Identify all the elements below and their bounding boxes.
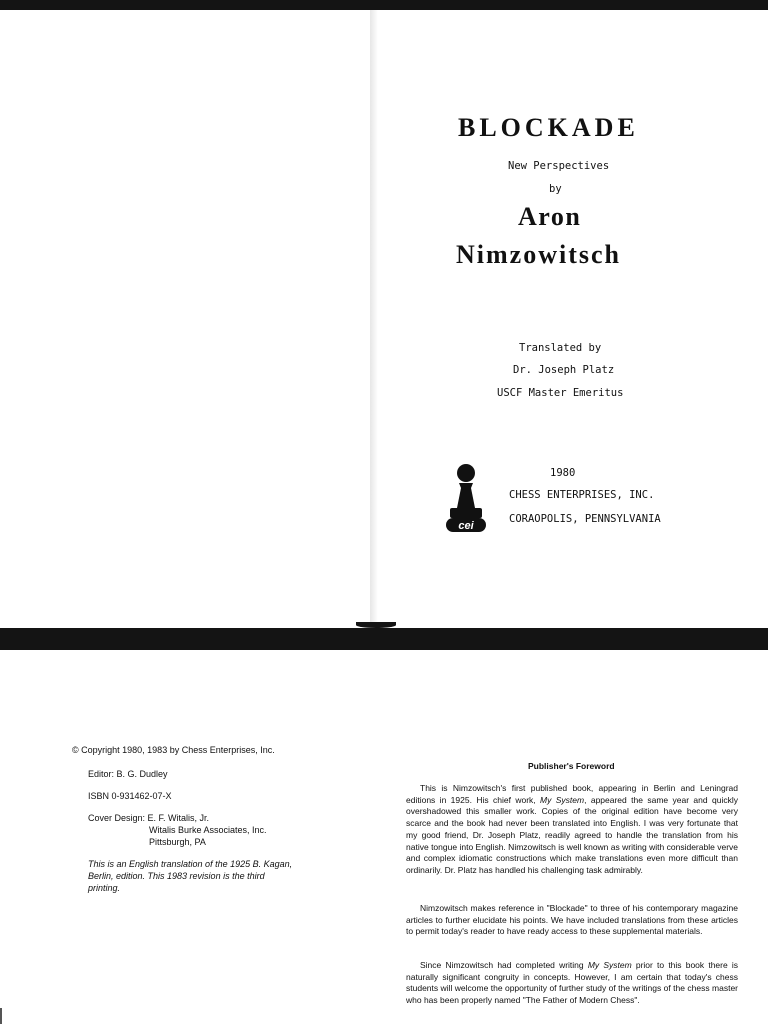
publisher-name: CHESS ENTERPRISES, INC.: [509, 489, 655, 501]
foreword-heading: Publisher's Foreword: [528, 761, 615, 771]
book-title: BLOCKADE: [458, 113, 639, 142]
copyright-notice: © Copyright 1980, 1983 by Chess Enterprises, Inc.: [72, 745, 275, 755]
logo-text: cei: [458, 520, 474, 532]
translated-by-label: Translated by: [519, 342, 602, 354]
foreword-paragraph-2: Nimzowitsch makes reference in "Blockade" to three of his contemporary magazine articles to further elucidate his points. We have included translations from these articles to permit today's reader to have ready access to these supplemental materials.: [406, 903, 738, 937]
cover-design-credit: Cover Design: E. F. Witalis, Jr.: [88, 813, 210, 823]
cover-design-company: Witalis Burke Associates, Inc.: [149, 825, 267, 835]
chess-pawn-logo-icon: [442, 462, 490, 534]
translation-note-line-2: Berlin, edition. This 1983 revision is the third: [88, 871, 265, 881]
translation-note-line-3: printing.: [88, 883, 121, 893]
translation-note-line-1: This is an English translation of the 1925 B. Kagan,: [88, 859, 293, 869]
by-line: by: [549, 183, 562, 195]
page-gutter-shadow: [370, 10, 378, 628]
foreword-paragraph-3: Since Nimzowitsch had completed writing My System prior to this book there is naturally significant congruity in concepts. However, I am certain that today's chess students will welcome the opportunity of further study of the writings of the chess master who has been properly named "The Father of Modern Chess".: [406, 960, 739, 1006]
translator-name: Dr. Joseph Platz: [513, 364, 615, 376]
publisher-location: CORAOPOLIS, PENNSYLVANIA: [509, 513, 661, 525]
scan-edge-mark: [0, 1008, 2, 1024]
scan-top-border: [0, 0, 768, 10]
editor-credit: Editor: B. G. Dudley: [88, 769, 168, 779]
translator-title: USCF Master Emeritus: [497, 387, 624, 399]
author-last-name: Nimzowitsch: [456, 240, 621, 269]
foreword-paragraph-1: This is Nimzowitsch's first published book, appearing in Berlin and Leningrad editions in 1925. His chief work, My System, appeared the same year and quickly overshadowed this smaller work. Copies of the original edition have become very scarce and the book had never been translated into English. I was very fortunate that my good friend, Dr. Joseph Platz, readily agreed to handle the translation from his native tongue into English. Nimzowitsch is well known as writing with considerable verve and complex idiomatic constructions which make translations even more difficult than ordinarily. Dr. Platz has handled his challenging task admirably.: [406, 783, 738, 875]
scan-page-divider: [0, 628, 768, 650]
publication-year: 1980: [550, 467, 576, 479]
author-first-name: Aron: [518, 202, 582, 231]
book-subtitle: New Perspectives: [508, 160, 610, 172]
scan-divider-notch: [356, 622, 396, 628]
cover-design-city: Pittsburgh, PA: [149, 837, 206, 847]
isbn: ISBN 0-931462-07-X: [88, 791, 172, 801]
